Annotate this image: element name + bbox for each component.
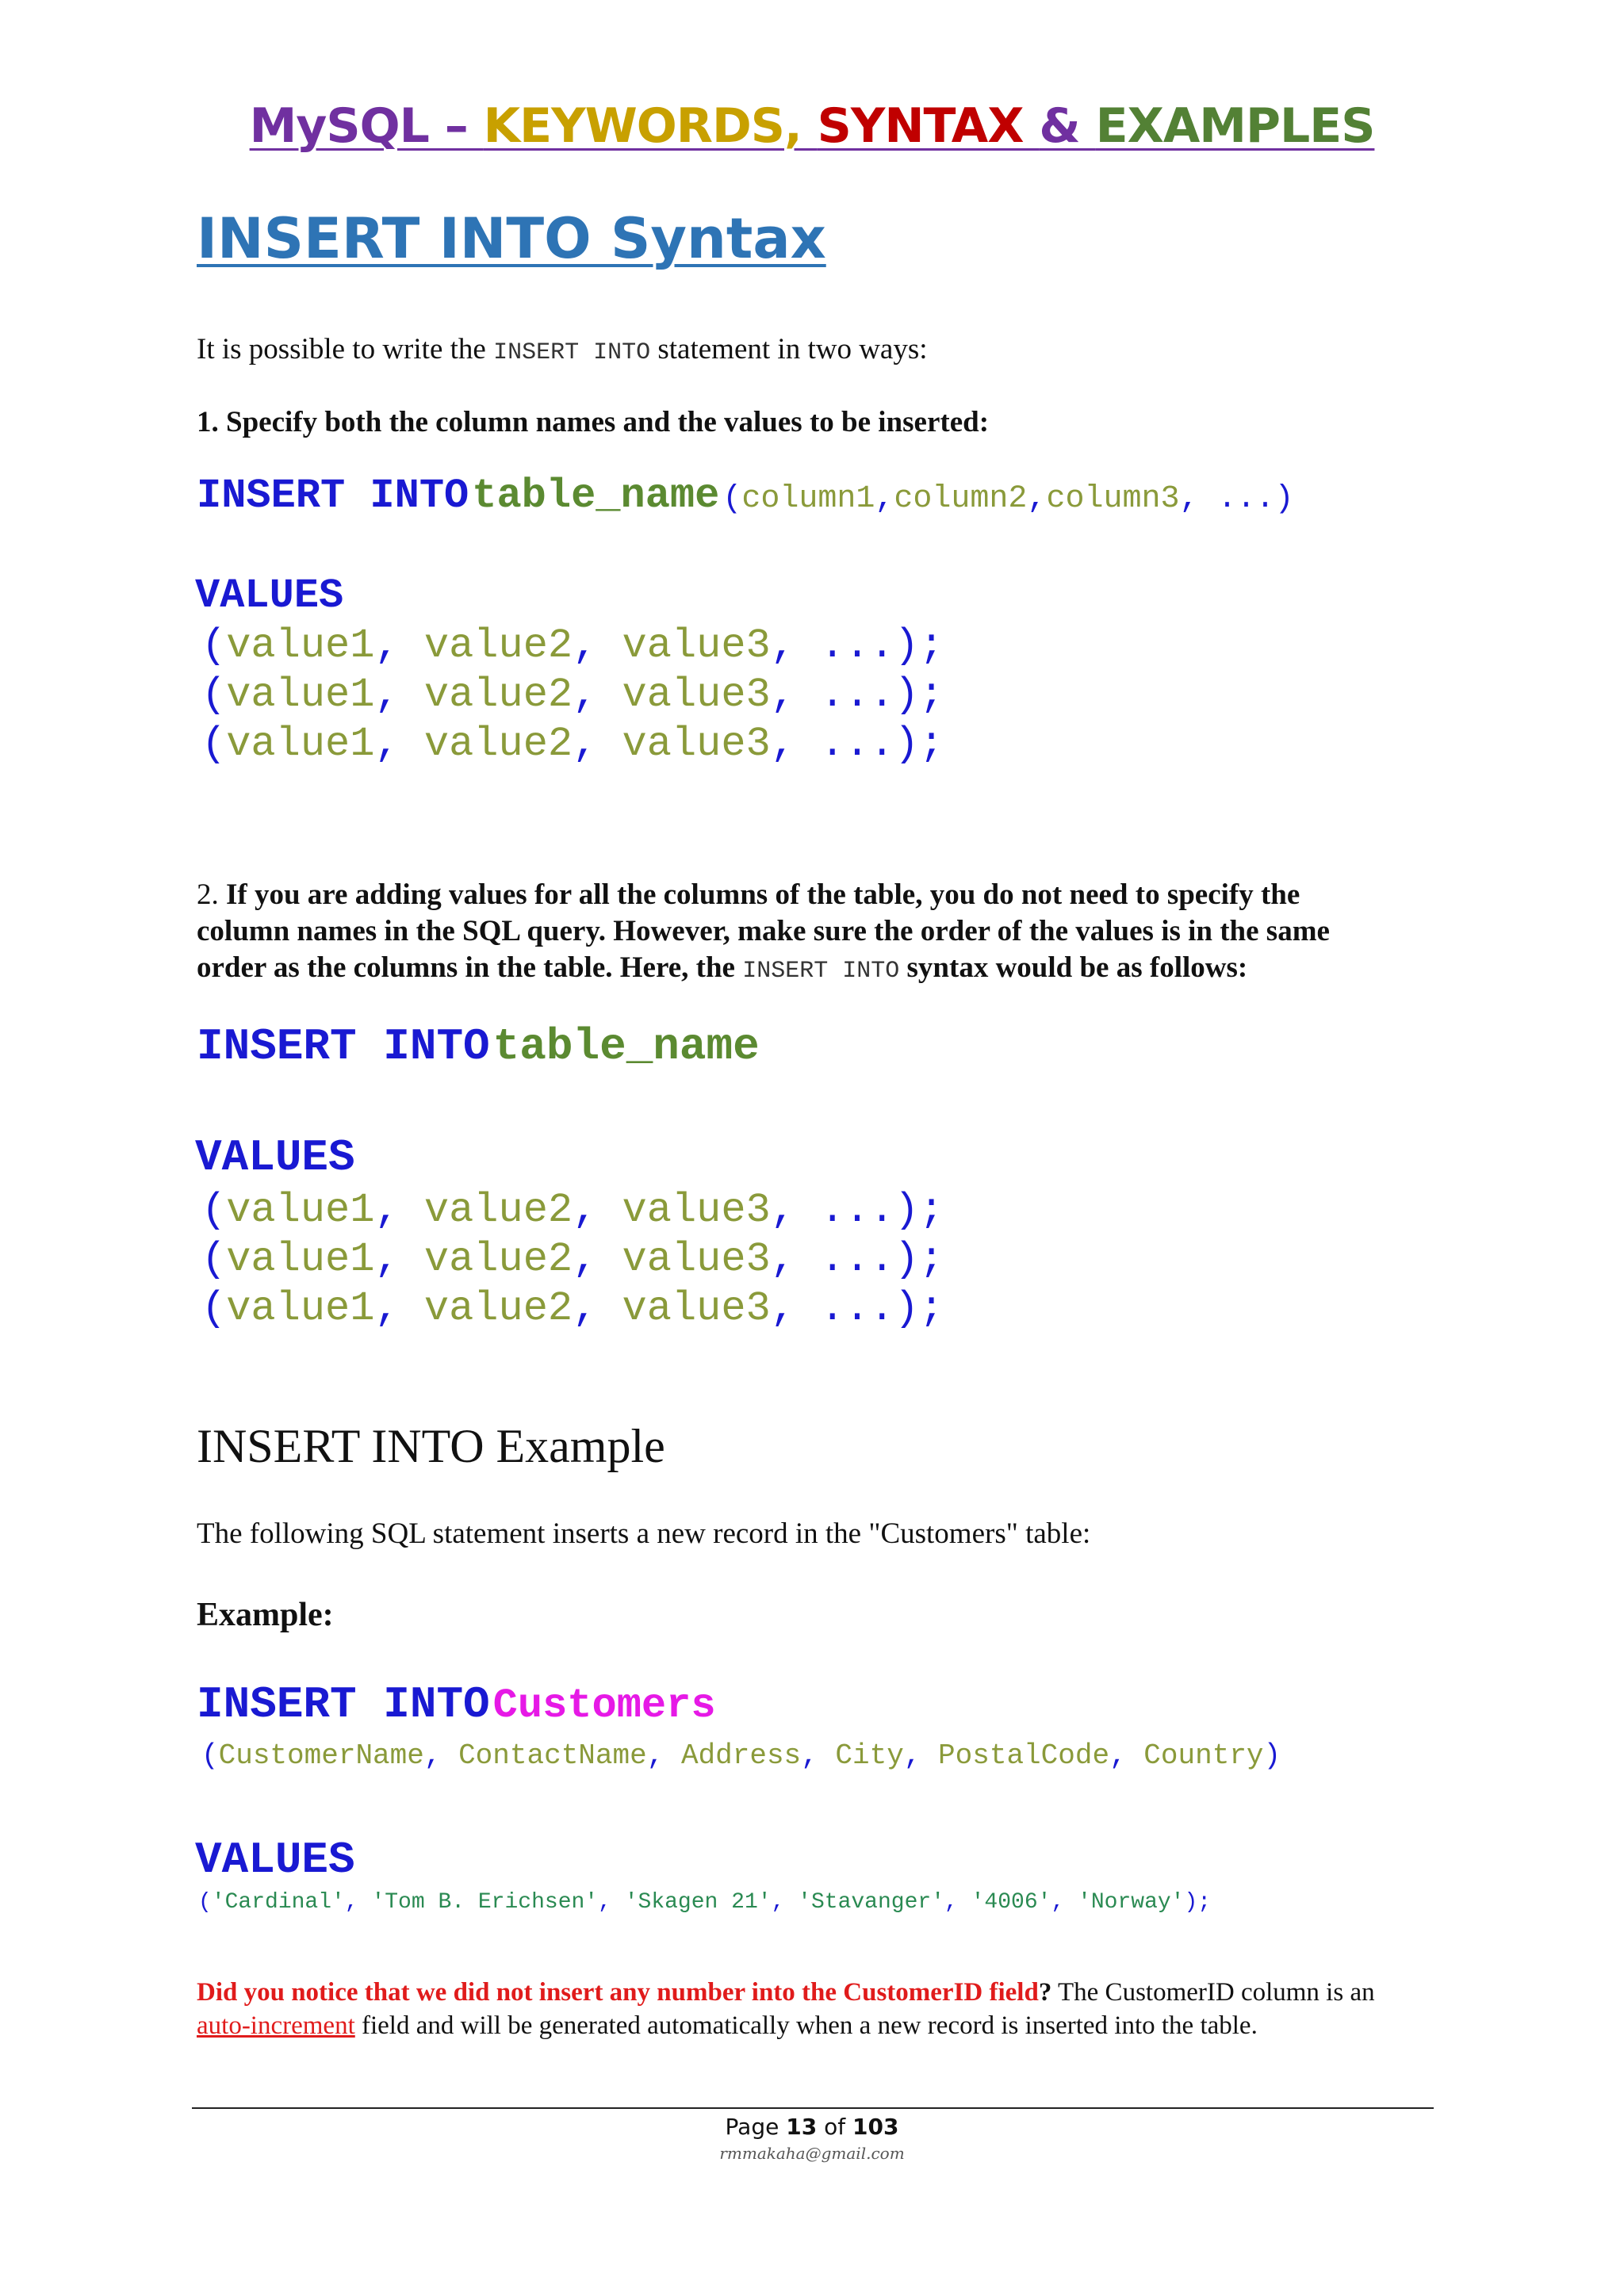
footer-email: rmmakaha@gmail.com: [719, 2144, 905, 2163]
syntax1-values-keyword: VALUES: [195, 572, 344, 619]
example-table-customers: Customers: [492, 1682, 716, 1729]
header-part-syntax: SYNTAX: [817, 98, 1040, 154]
syntax1-table: table_name: [472, 473, 720, 519]
syntax1-keywords: INSERT INTO: [197, 473, 469, 519]
example-keywords: INSERT INTO: [197, 1679, 490, 1730]
header-part-mysql: MySQL –: [249, 98, 484, 154]
syntax2-values-keyword: VALUES: [195, 1132, 355, 1183]
customerid-note: Did you notice that we did not insert any number into the CustomerID field? The CustomerID column is an auto-increment field and will be generated automatically when a new record is inserted into the table.: [197, 1978, 1375, 2040]
example-description: The following SQL statement inserts a new record in the "Customers" table:: [197, 1517, 1091, 1550]
syntax2-table: table_name: [492, 1021, 760, 1072]
step-1-heading: 1. Specify both the column names and the values to be inserted:: [197, 406, 990, 438]
header-title: [0, 98, 1624, 154]
syntax1-values-rows: [201, 622, 944, 769]
header-part-keywords: KEYWORDS,: [483, 98, 818, 154]
header-part-amp: &: [1039, 98, 1096, 154]
values-row: (value1, value2, value3, ...);: [201, 622, 944, 669]
step-2-text: 2. If you are adding values for all the columns of the table, you do not need to specify the column names in the SQL query. However, make sure the order of the values is in the same order as the columns in the table. Here, the INSERT INTO syntax would be as follows:: [197, 878, 1330, 985]
values-row: (value1, value2, value3, ...);: [201, 1285, 944, 1332]
page-title: INSERT INTO Syntax: [197, 206, 826, 271]
values-row: (value1, value2, value3, ...);: [201, 1187, 944, 1234]
syntax2-values-rows: [201, 1186, 944, 1334]
intro-text: It is possible to write the INSERT INTO statement in two ways:: [197, 333, 928, 366]
values-row: (value1, value2, value3, ...);: [201, 672, 944, 718]
example-heading: INSERT INTO Example: [197, 1420, 665, 1472]
example-values: ('Cardinal', 'Tom B. Erichsen', 'Skagen 21', 'Stavanger', '4006', 'Norway');: [198, 1890, 1212, 1915]
page-number: Page 13 of 103: [725, 2114, 899, 2140]
syntax2-insert-line: [197, 1021, 760, 1072]
values-row: (value1, value2, value3, ...);: [201, 1236, 944, 1283]
syntax1-columns: (column1,column2,column3, ...): [722, 481, 1294, 517]
values-row: (value1, value2, value3, ...);: [201, 721, 944, 767]
inline-code: INSERT INTO: [493, 339, 651, 366]
footer-divider: [192, 2107, 1434, 2109]
example-label: Example:: [197, 1597, 334, 1633]
header-part-examples: EXAMPLES: [1095, 98, 1375, 154]
example-insert-line: [197, 1679, 716, 1730]
syntax1-insert-line: [197, 473, 1294, 519]
syntax2-keywords: INSERT INTO: [197, 1021, 490, 1072]
auto-increment-link[interactable]: auto-increment: [197, 2011, 355, 2040]
example-values-keyword: VALUES: [195, 1835, 355, 1885]
inline-code: INSERT INTO: [742, 958, 900, 985]
example-columns: (CustomerName, ContactName, Address, City, PostalCode, Country): [201, 1739, 1281, 1772]
